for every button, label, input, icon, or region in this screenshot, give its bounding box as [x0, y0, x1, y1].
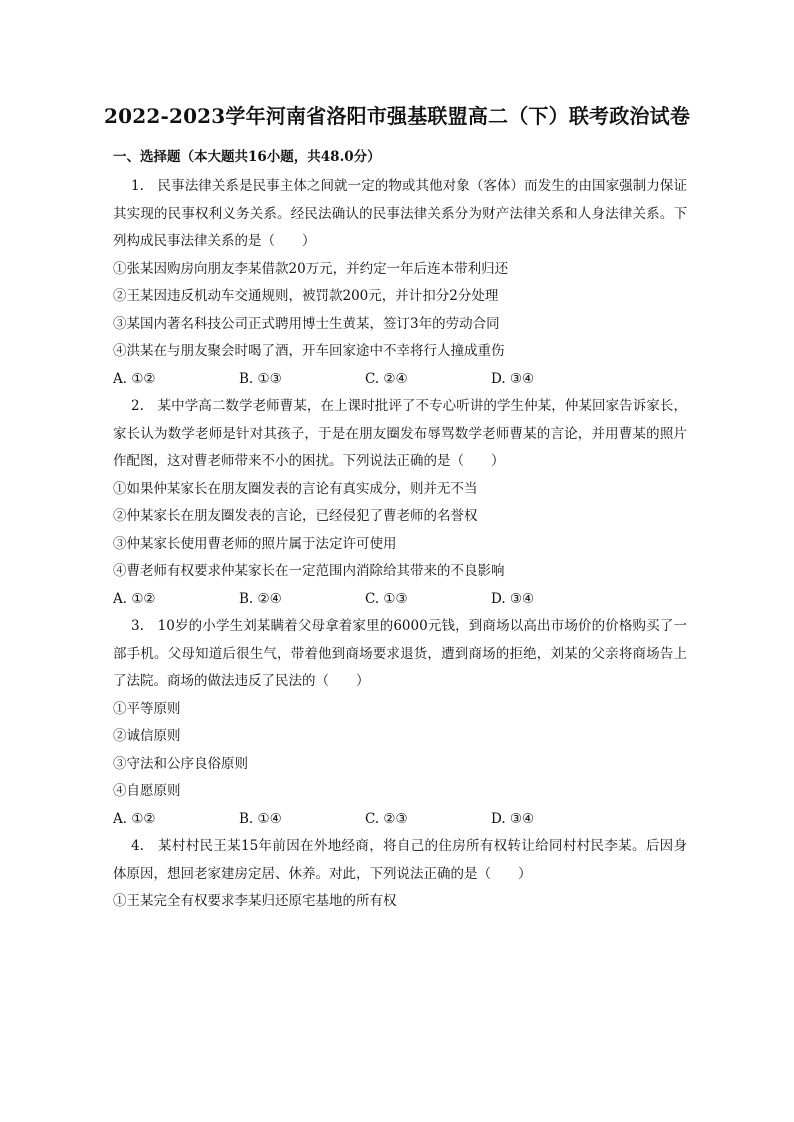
question-1: [113, 173, 687, 393]
choice-c[interactable]: C. ①③: [365, 590, 408, 607]
choice-a[interactable]: A. ①②: [113, 590, 156, 607]
choice-c[interactable]: C. ②③: [365, 810, 408, 827]
choice-a[interactable]: A. ①②: [113, 810, 156, 827]
choice-b[interactable]: B. ①④: [239, 810, 282, 827]
answer-choices: [113, 806, 687, 834]
statement-option: ②王某因违反机动车交通规则，被罚款200元，并计扣分2分处理: [113, 288, 499, 304]
answer-choices: [113, 366, 687, 394]
choice-d[interactable]: D. ③④: [491, 810, 535, 827]
choice-d[interactable]: D. ③④: [491, 370, 535, 387]
exam-title: 2022-2023学年河南省洛阳市强基联盟高二（下）联考政治试卷: [103, 104, 691, 128]
question-stem: 2. 某中学高二数学老师曹某，在上课时批评了不专心听讲的学生仲某，仲某回家告诉家长，家长认为数学老师是针对其孩子，于是在朋友圈发布辱骂数学老师曹某的言论，并用曹某的照片作配图，这对曹老师带来不小的困扰。下列说法正确的是（ ）: [113, 398, 687, 469]
choice-b[interactable]: B. ①③: [239, 370, 282, 387]
statement-option: ④洪某在与朋友聚会时喝了酒，开车回家途中不幸将行人撞成重伤: [113, 343, 505, 359]
question-4: [113, 833, 687, 916]
statement-option: ④曹老师有权要求仲某家长在一定范围内消除给其带来的不良影响: [113, 563, 505, 579]
choice-a[interactable]: A. ①②: [113, 370, 156, 387]
statement-option: ①张某因购房向朋友李某借款20万元，并约定一年后连本带利归还: [113, 260, 509, 277]
statement-option: ④自愿原则: [113, 783, 181, 799]
questions-list: [113, 173, 687, 916]
choice-c[interactable]: C. ②④: [365, 370, 408, 387]
question-stem: 4. 某村村民王某15年前因在外地经商，将自己的住房所有权转让给同村村民李某。后因身体原因，想回老家建房定居、休养。对此，下列说法正确的是（ ）: [113, 838, 687, 882]
question-2: [113, 393, 687, 613]
statement-option: ①平等原则: [113, 700, 181, 717]
choice-b[interactable]: B. ②④: [239, 590, 282, 607]
statement-option: ①如果仲某家长在朋友圈发表的言论有真实成分，则并无不当: [113, 480, 478, 497]
statement-option: ②仲某家长在朋友圈发表的言论，已经侵犯了曹老师的名誉权: [113, 508, 478, 524]
statement-option: ③某国内著名科技公司正式聘用博士生黄某，签订3年的劳动合同: [113, 315, 500, 332]
question-stem: 1. 民事法律关系是民事主体之间就一定的物或其他对象（客体）而发生的由国家强制力保证其实现的民事权利义务关系。经民法确认的民事法律关系分为财产法律关系和人身法律关系。下列构成民事法律关系的是（ ）: [113, 178, 687, 249]
statement-option: ③守法和公序良俗原则: [113, 755, 248, 772]
statement-option: ③仲某家长使用曹老师的照片属于法定许可使用: [113, 535, 397, 552]
question-stem: 3. 10岁的小学生刘某瞒着父母拿着家里的6000元钱，到商场以高出市场价的价格购买了一部手机。父母知道后很生气，带着他到商场要求退货，遭到商场的拒绝，刘某的父亲将商场告上了法院。商场的做法违反了民法的（ ）: [113, 618, 687, 689]
statement-option: ①王某完全有权要求李某归还原宅基地的所有权: [113, 893, 397, 909]
question-3: [113, 613, 687, 833]
statement-option: ②诚信原则: [113, 728, 181, 744]
answer-choices: [113, 586, 687, 614]
section-heading: 一、选择题（本大题共16小题，共48.0分）: [113, 149, 381, 165]
choice-d[interactable]: D. ③④: [491, 590, 535, 607]
